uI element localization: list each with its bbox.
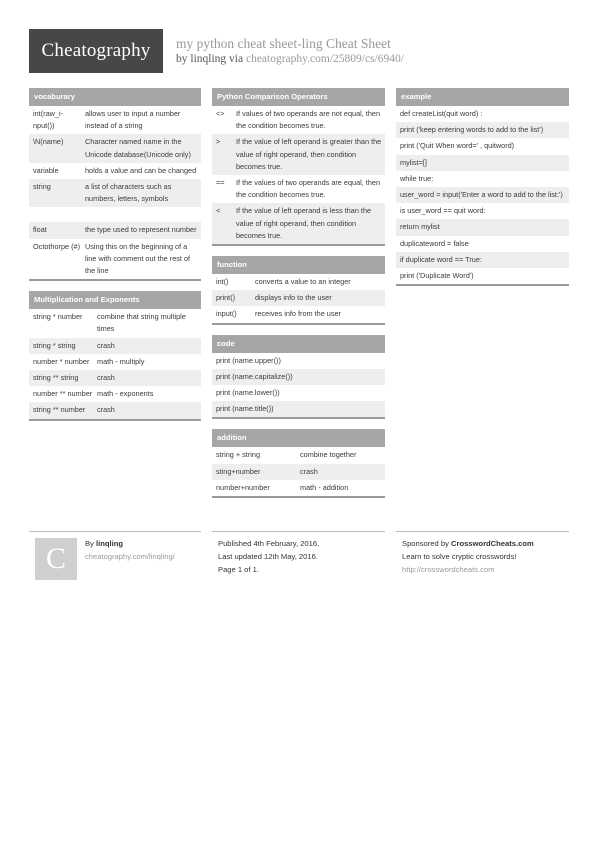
page-title: my python cheat sheet-ling Cheat Sheet [176, 36, 391, 51]
section-body [29, 106, 201, 281]
term-cell: string * number [33, 312, 83, 322]
term-cell: string [33, 182, 51, 192]
term-cell: print() [216, 293, 236, 303]
desc-cell: crash [97, 340, 115, 350]
footer-author-url[interactable]: cheatography.com/linqling/ [85, 552, 175, 561]
section-multiplication [29, 291, 201, 420]
section-body [29, 309, 201, 420]
byline-via: via [229, 53, 244, 65]
section-function [212, 256, 385, 325]
sponsor-tagline: Learn to solve cryptic crosswords! [402, 552, 517, 561]
footer-divider [29, 531, 201, 532]
code-line: print (name.title()) [212, 401, 385, 417]
desc-cell: receives info from the user [255, 309, 341, 319]
section-heading: Multiplication and Exponents [29, 291, 201, 309]
section-body [212, 274, 385, 325]
code-line: if duplicate word == True: [396, 252, 569, 268]
updated-date: Last updated 12th May, 2016. [218, 552, 318, 561]
section-heading: vocaburary [29, 88, 201, 106]
code-line: is user_word == quit word: [400, 206, 486, 216]
code-line: while true: [400, 173, 434, 183]
section-heading: addition [212, 429, 385, 447]
term-cell: \N(name) [33, 137, 64, 147]
sheet-url-link[interactable]: cheatography.com/25809/cs/6940/ [245, 53, 404, 65]
section-body [396, 106, 569, 286]
operator-cell: < [216, 206, 221, 216]
author-avatar[interactable]: C [35, 538, 77, 580]
table-row-empty [29, 207, 201, 222]
sponsor-url[interactable]: http://crosswordcheats.com [402, 565, 495, 574]
table-row [29, 134, 201, 162]
table-row [29, 338, 201, 354]
desc-cell: Character named name in the Unicode database(Unicode only) [85, 137, 191, 159]
table-row [212, 175, 385, 203]
section-body [212, 106, 385, 246]
desc-cell: holds a value and can be changed [85, 165, 197, 175]
term-cell: sting+number [216, 466, 261, 476]
table-row [212, 290, 385, 306]
section-code [212, 335, 385, 420]
table-row [29, 309, 201, 337]
term-cell [33, 209, 85, 220]
table-row [212, 274, 385, 290]
term-cell: string + string [216, 450, 261, 460]
sponsor-prefix: Sponsored by [402, 539, 449, 548]
desc-cell: crash [97, 373, 115, 383]
code-line: print ('keep entering words to add to the list') [396, 122, 569, 138]
desc-cell: the type used to represent number [85, 225, 197, 235]
table-row [29, 386, 201, 402]
desc-cell: displays info to the user [255, 293, 332, 303]
desc-cell: a list of characters such as numbers, letters, symbols [85, 182, 172, 204]
term-cell: number ** number [33, 389, 93, 399]
footer-author [85, 538, 123, 551]
table-row [212, 203, 385, 244]
desc-cell: math - multiply [97, 356, 145, 366]
section-vocabulary [29, 88, 201, 281]
operator-cell: > [216, 137, 221, 147]
term-cell: string ** string [33, 373, 79, 383]
table-row [212, 106, 385, 134]
sponsor-line [402, 538, 534, 551]
table-row [212, 306, 385, 322]
desc-cell: If the value of left operand is greater than the value of right operand, then condition becomes true. [236, 137, 382, 171]
term-cell: Octothorpe (#) [33, 241, 81, 251]
term-cell: int(raw_i-nput()) [33, 109, 64, 131]
term-cell: number * number [33, 356, 90, 366]
footer-author-link[interactable]: linqling [96, 539, 123, 548]
section-heading: Python Comparison Operators [212, 88, 385, 106]
term-cell: float [33, 225, 47, 235]
desc-cell: math - exponents [97, 389, 154, 399]
section-body [212, 353, 385, 420]
desc-cell: allows user to input a number instead of a string [85, 109, 181, 131]
section-heading: example [396, 88, 569, 106]
term-cell: int() [216, 277, 229, 287]
byline-prefix: by [176, 53, 188, 65]
code-line: return mylist [396, 219, 569, 235]
code-line: duplicateword = false [400, 238, 469, 248]
section-body [212, 447, 385, 498]
column-1 [29, 88, 201, 431]
column-2 [212, 88, 385, 508]
term-cell: string * string [33, 340, 76, 350]
code-line: mylist=[] [396, 155, 569, 171]
term-cell: string ** number [33, 405, 86, 415]
cheatography-logo[interactable]: Cheatography [29, 29, 163, 73]
desc-cell: converts a value to an integer [255, 277, 351, 287]
table-row [29, 106, 201, 134]
table-row [29, 222, 201, 238]
table-row [29, 354, 201, 370]
page-number: Page 1 of 1. [218, 565, 259, 574]
code-line: print ('Quit When word=' , quitword) [400, 141, 515, 151]
sponsor-link[interactable]: CrosswordCheats.com [451, 539, 534, 548]
section-heading: function [212, 256, 385, 274]
code-line: print (name.upper()) [216, 355, 281, 365]
code-line: def createList(quit word) : [400, 109, 483, 118]
code-line: print (name.lower()) [216, 388, 280, 398]
table-row [29, 239, 201, 280]
author-link[interactable]: linqling [190, 53, 227, 65]
section-comparison-operators [212, 88, 385, 246]
footer-divider [212, 531, 385, 532]
term-cell: input() [216, 309, 237, 319]
term-cell: variable [33, 165, 59, 175]
section-heading: code [212, 335, 385, 353]
table-row [29, 179, 201, 207]
desc-cell: crash [97, 405, 115, 415]
table-row [29, 163, 201, 179]
table-row [29, 370, 201, 386]
table-row [212, 134, 385, 175]
operator-cell: <> [216, 109, 225, 118]
footer-divider [396, 531, 569, 532]
desc-cell: If the value of left operand is less than the value of right operand, then condition becomes true. [236, 206, 372, 240]
code-line: print ('Duplicate Word') [400, 271, 474, 281]
byline [176, 53, 404, 65]
desc-cell: combine together [300, 450, 357, 460]
term-cell: number+number [216, 482, 270, 492]
table-row [212, 447, 385, 463]
section-addition [212, 429, 385, 498]
operator-cell: == [216, 178, 225, 188]
section-example [396, 88, 569, 286]
table-row [29, 402, 201, 418]
desc-cell: math - addition [300, 482, 349, 492]
code-line: print (name.capitalize()) [212, 369, 385, 385]
desc-cell: crash [300, 466, 318, 476]
column-3 [396, 88, 569, 296]
desc-cell [85, 209, 199, 220]
desc-cell: combine that string multiple times [97, 312, 186, 334]
desc-cell: If the values of two operands are equal, then the condition becomes true. [236, 178, 381, 200]
table-row [212, 464, 385, 480]
published-date: Published 4th February, 2016. [218, 539, 320, 548]
desc-cell: Using this on the beginning of a line with comment out the rest of the line [85, 241, 191, 276]
code-line: user_word = input('Enter a word to add to the list:') [396, 187, 569, 203]
footer-by-label: By [85, 539, 94, 548]
desc-cell: If values of two operands are not equal, then the condition becomes true. [236, 109, 381, 131]
table-row [212, 480, 385, 496]
